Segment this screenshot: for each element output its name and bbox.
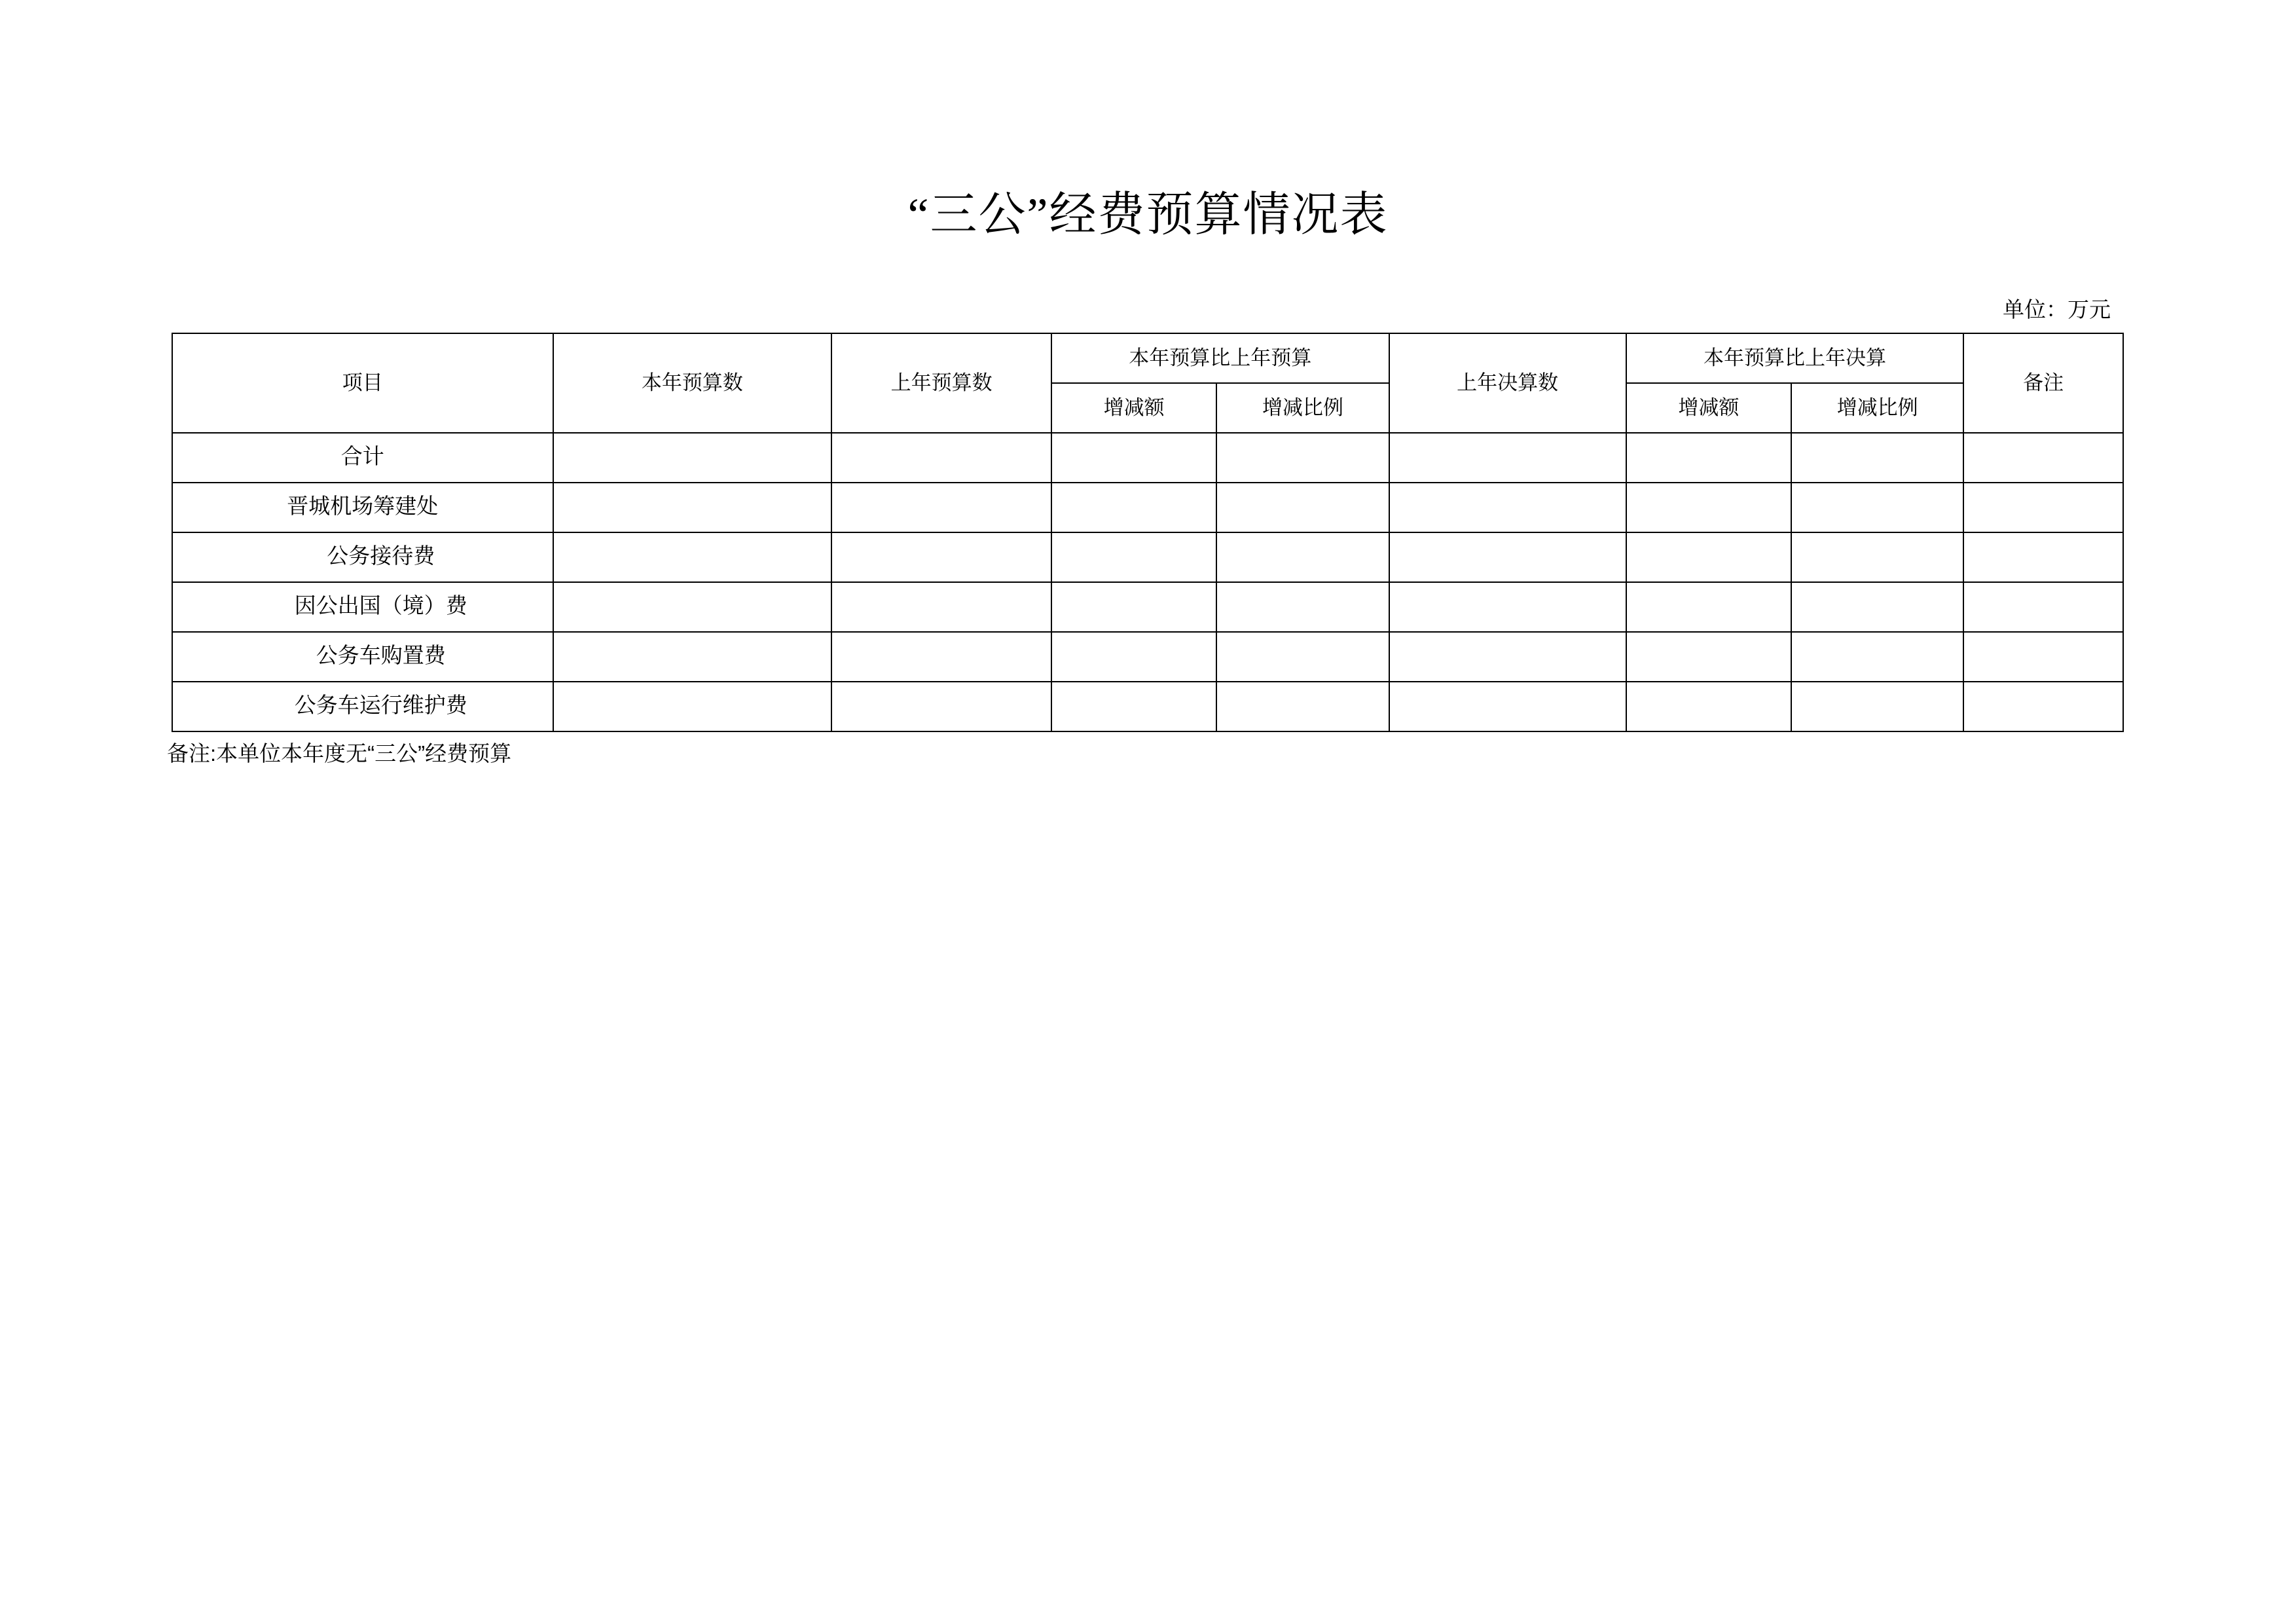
row-label: 公务车运行维护费	[172, 682, 553, 731]
cell-prev-year-budget	[831, 682, 1051, 731]
cell-change-amount-1	[1051, 582, 1216, 632]
header-vs-prev-final: 本年预算比上年决算	[1626, 333, 1964, 383]
row-label: 因公出国（境）费	[172, 582, 553, 632]
budget-table	[172, 333, 2124, 732]
header-prev-year-budget: 上年预算数	[831, 333, 1051, 433]
table-row	[172, 433, 2123, 483]
cell-change-ratio-1	[1216, 483, 1389, 532]
cell-prev-year-final	[1389, 632, 1626, 682]
cell-change-amount-1	[1051, 483, 1216, 532]
header-change-amount-1: 增减额	[1051, 383, 1216, 433]
unit-label: 单位：万元	[2003, 299, 2111, 322]
cell-change-amount-2	[1626, 483, 1791, 532]
cell-change-ratio-2	[1791, 483, 1963, 532]
cell-prev-year-final	[1389, 582, 1626, 632]
cell-current-year-budget	[553, 632, 832, 682]
header-change-ratio-1: 增减比例	[1216, 383, 1389, 433]
cell-change-amount-2	[1626, 682, 1791, 731]
table-row	[172, 483, 2123, 532]
cell-change-amount-1	[1051, 632, 1216, 682]
cell-remark	[1963, 632, 2123, 682]
header-current-year-budget: 本年预算数	[553, 333, 832, 433]
table-header-row-1	[172, 333, 2123, 383]
header-prev-year-final: 上年决算数	[1389, 333, 1626, 433]
cell-change-amount-2	[1626, 632, 1791, 682]
cell-change-amount-2	[1626, 433, 1791, 483]
table-row	[172, 682, 2123, 731]
row-label: 公务车购置费	[172, 632, 553, 682]
header-change-amount-2: 增减额	[1626, 383, 1791, 433]
cell-change-ratio-1	[1216, 682, 1389, 731]
footnote: 备注:本单位本年度无“三公”经费预算	[167, 741, 512, 766]
row-label: 合计	[172, 433, 553, 483]
cell-prev-year-budget	[831, 632, 1051, 682]
header-vs-prev-budget: 本年预算比上年预算	[1051, 333, 1389, 383]
cell-prev-year-budget	[831, 433, 1051, 483]
cell-current-year-budget	[553, 433, 832, 483]
cell-change-ratio-2	[1791, 682, 1963, 731]
cell-change-ratio-1	[1216, 532, 1389, 582]
cell-prev-year-budget	[831, 532, 1051, 582]
row-label: 公务接待费	[172, 532, 553, 582]
cell-current-year-budget	[553, 682, 832, 731]
cell-remark	[1963, 532, 2123, 582]
cell-prev-year-budget	[831, 582, 1051, 632]
cell-change-amount-2	[1626, 532, 1791, 582]
cell-change-ratio-1	[1216, 433, 1389, 483]
cell-remark	[1963, 682, 2123, 731]
cell-change-ratio-1	[1216, 632, 1389, 682]
page-title: “三公”经费预算情况表	[907, 189, 1389, 241]
cell-remark	[1963, 433, 2123, 483]
header-remark: 备注	[1963, 333, 2123, 433]
header-item: 项目	[172, 333, 553, 433]
budget-table-container	[172, 333, 2124, 732]
cell-remark	[1963, 582, 2123, 632]
cell-prev-year-final	[1389, 433, 1626, 483]
table-row	[172, 632, 2123, 682]
row-label: 晋城机场筹建处	[172, 483, 553, 532]
cell-change-amount-2	[1626, 582, 1791, 632]
cell-current-year-budget	[553, 483, 832, 532]
cell-change-amount-1	[1051, 682, 1216, 731]
cell-prev-year-final	[1389, 483, 1626, 532]
cell-change-ratio-2	[1791, 532, 1963, 582]
table-row	[172, 532, 2123, 582]
table-header	[172, 333, 2123, 433]
cell-change-amount-1	[1051, 433, 1216, 483]
table-body	[172, 433, 2123, 731]
cell-change-ratio-2	[1791, 433, 1963, 483]
cell-remark	[1963, 483, 2123, 532]
header-change-ratio-2: 增减比例	[1791, 383, 1963, 433]
cell-current-year-budget	[553, 532, 832, 582]
cell-prev-year-final	[1389, 682, 1626, 731]
cell-change-ratio-1	[1216, 582, 1389, 632]
cell-change-amount-1	[1051, 532, 1216, 582]
cell-change-ratio-2	[1791, 582, 1963, 632]
cell-prev-year-budget	[831, 483, 1051, 532]
table-row	[172, 582, 2123, 632]
cell-prev-year-final	[1389, 532, 1626, 582]
cell-current-year-budget	[553, 582, 832, 632]
cell-change-ratio-2	[1791, 632, 1963, 682]
